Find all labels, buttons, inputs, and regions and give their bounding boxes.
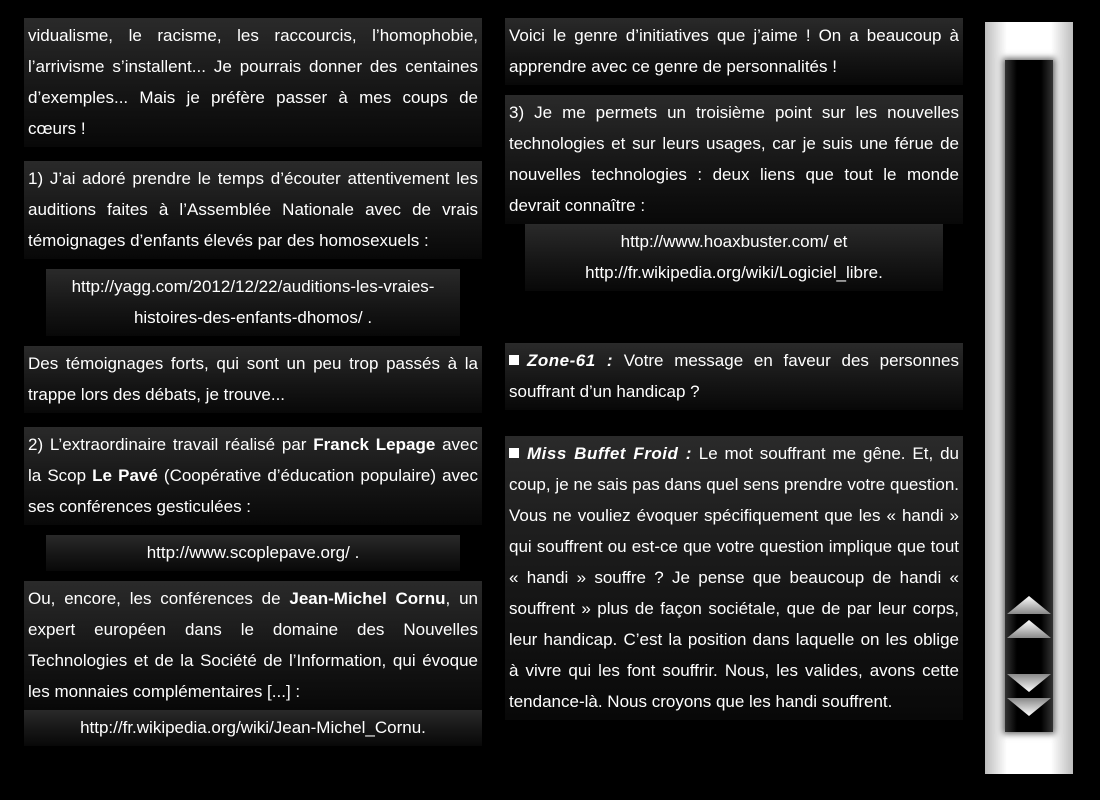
link-hoaxbuster[interactable]: http://www.hoaxbuster.com/ et [620, 232, 848, 251]
text-run: 2) L’extraordinaire travail réalisé par [28, 435, 314, 454]
paragraph-initiatives: Voici le genre d’initiatives que j’aime ! On a beaucoup à apprendre avec ce genre de personnalités ! [509, 18, 959, 85]
link-yagg-line2: histoires-des-enfants-dhomos/ . [133, 308, 373, 327]
speaker-zone61: Zone-61 : [527, 351, 614, 370]
paragraph-point-2 [28, 427, 478, 525]
text-run: avec la Scop [28, 435, 478, 485]
link-yagg[interactable] [50, 269, 456, 336]
links-hoaxbuster-wikipedia[interactable] [529, 224, 939, 291]
answer-miss-buffet-froid [509, 436, 959, 720]
name-franck-lepage: Franck Lepage [313, 435, 436, 454]
text-run: Ou, encore, les conférences de [28, 589, 290, 608]
answer-text: Le mot souffrant me gêne. Et, du coup, je ne sais pas dans quel sens prendre votre question. Vous ne vouliez évoquer spécifiquement que les « handi » qui souffrent ou est-ce que votre question implique que tout « handi » souffre ? Je pense que beaucoup de handi « souffrent » plus de façon sociétale, que de par leur corps, leur handicap. C’est la position dans laquelle on les oblige à vivre qui les font souffrir. Nous, les valides, avons cette tendance-là. Nous croyons que les handi souffrent. [509, 444, 959, 711]
text-run: (Coopérative d’éducation populaire) avec ses conférences gesticulées : [28, 466, 478, 516]
paragraph-intro: vidualisme, le racisme, les raccourcis, l’homophobie, l’arrivisme s’installent... Je pourrais donner des centaines d’exemples... Mais je préfère passer à mes coups de cœurs ! [28, 18, 478, 147]
square-bullet-icon [509, 448, 519, 458]
link-wikipedia-cornu[interactable]: http://fr.wikipedia.org/wiki/Jean-Michel_Cornu. [28, 710, 478, 746]
question-zone61 [509, 343, 959, 410]
name-le-pave: Le Pavé [92, 466, 158, 485]
link-scoplepave[interactable]: http://www.scoplepave.org/ . [50, 535, 456, 571]
link-yagg-line1: http://yagg.com/2012/12/22/auditions-les-vraies- [71, 277, 435, 296]
name-jean-michel-cornu: Jean-Michel Cornu [289, 589, 446, 608]
paragraph-point-1: 1) J’ai adoré prendre le temps d’écouter attentivement les auditions faites à l’Assemblée Nationale avec de vrais témoignages d’enfants élevés par des homosexuels : [28, 161, 478, 259]
paragraph-point-3: 3) Je me permets un troisième point sur les nouvelles technologies et sur leurs usages, car je suis une férue de nouvelles technologies : deux liens que tout le monde devrait connaître : [509, 95, 959, 224]
right-column [509, 18, 959, 720]
link-logiciel-libre[interactable]: http://fr.wikipedia.org/wiki/Logiciel_libre. [585, 263, 883, 282]
text-run: , un expert européen dans le domaine des Nouvelles Technologies et de la Société de l’Information, qui évoque les monnaies complémentaires [...] : [28, 589, 478, 701]
square-bullet-icon [509, 355, 519, 365]
question-text: Votre message en faveur des personnes souffrant d’un handicap ? [509, 351, 960, 401]
scrollbar-track[interactable] [1005, 60, 1053, 732]
speaker-miss-buffet-froid: Miss Buffet Froid : [527, 444, 692, 463]
double-up-arrow-icon[interactable] [1005, 592, 1053, 616]
double-down-arrow-icon[interactable] [1005, 670, 1053, 694]
scrollbar[interactable] [985, 22, 1073, 774]
paragraph-cornu [28, 581, 478, 710]
left-column [28, 18, 478, 746]
paragraph-testimonies: Des témoignages forts, qui sont un peu trop passés à la trappe lors des débats, je trouve... [28, 346, 478, 413]
